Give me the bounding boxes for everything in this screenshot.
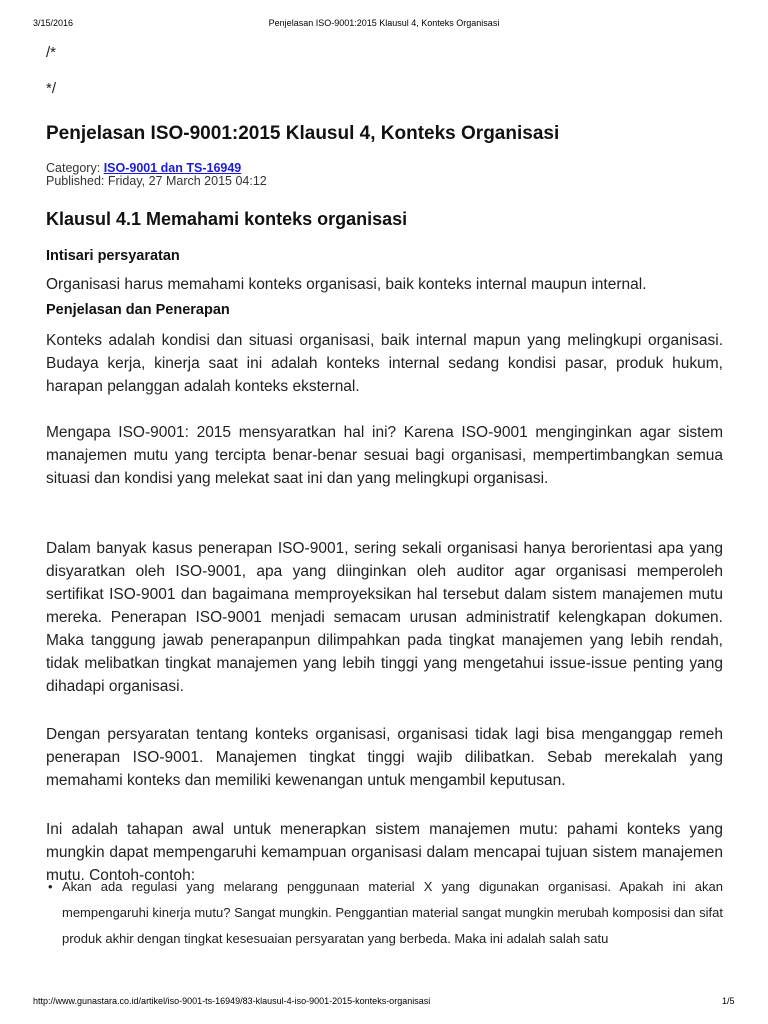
- paragraph: Dalam banyak kasus penerapan ISO-9001, sering sekali organisasi hanya berorientasi apa yang disyaratkan oleh ISO-9001, apa yang diinginkan oleh auditor agar organisasi memperoleh sertifikat ISO-9001 dan bagaimana memproyeksikan hal tersebut dalam sistem manajemen mutu mereka. Penerapan ISO-9001 menjadi semacam urusan administratif kelengkapan dokumen. Maka tanggung jawab penerapanpun dilimpahkan pada tingkat manajemen yang lebih rendah, tidak melibatkan tingkat manajemen yang lebih tinggi yang mengetahui issue-issue penting yang dihadapi organisasi.: [46, 540, 723, 695]
- published-date: Published: Friday, 27 March 2015 04:12: [46, 174, 267, 188]
- intisari-text: Organisasi harus memahami konteks organisasi, baik konteks internal maupun internal.: [46, 276, 647, 293]
- paragraph: Konteks adalah kondisi dan situasi organisasi, baik internal mapun yang melingkupi organisasi. Budaya kerja, kinerja saat ini adalah konteks internal sedang kondisi pasar, produk hukum, harapan pelanggan adalah konteks eksternal.: [46, 332, 723, 395]
- article-meta: [46, 162, 267, 188]
- list-item: • Akan ada regulasi yang melarang penggunaan material X yang digunakan organisasi. Apakah ini akan mempengaruhi kinerja mutu? Sangat mungkin. Penggantian material sangat mungkin merubah komposisi dan sifat produk akhir dengan tingkat kesesuaian persyaratan yang berbeda. Maka ini adalah salah satu: [62, 874, 723, 952]
- section-title: Klausul 4.1 Memahami konteks organisasi: [46, 209, 408, 229]
- subheading-intisari: Intisari persyaratan: [46, 248, 180, 264]
- subheading-penjelasan: Penjelasan dan Penerapan: [46, 302, 230, 318]
- print-title: Penjelasan ISO-9001:2015 Klausul 4, Konteks Organisasi: [268, 18, 500, 28]
- paragraph: Dengan persyaratan tentang konteks organisasi, organisasi tidak lagi bisa menganggap remeh penerapan ISO-9001. Manajemen tingkat tinggi wajib dilibatkan. Sebab merekalah yang memahami konteks dan memiliki kewenangan untuk mengambil keputusan.: [46, 726, 723, 789]
- category-label: Category:: [46, 161, 101, 175]
- print-url: http://www.gunastara.co.id/artikel/iso-9001-ts-16949/83-klausul-4-iso-9001-2015-konteks-organisasi: [33, 996, 431, 1006]
- print-date: 3/15/2016: [33, 18, 74, 28]
- comment-close: */: [46, 80, 57, 97]
- comment-open: /*: [46, 44, 57, 61]
- category-link[interactable]: ISO-9001 dan TS-16949: [103, 161, 242, 175]
- paragraph: Ini adalah tahapan awal untuk menerapkan sistem manajemen mutu: pahami konteks yang mungkin dapat mempengaruhi kemampuan organisasi dalam mencapai tujuan sistem manajemen mutu. Contoh-contoh:: [46, 821, 723, 884]
- article-title: Penjelasan ISO-9001:2015 Klausul 4, Konteks Organisasi: [46, 123, 560, 144]
- page-number: 1/5: [722, 996, 735, 1006]
- paragraph: Mengapa ISO-9001: 2015 mensyaratkan hal ini? Karena ISO-9001 menginginkan agar sistem manajemen mutu yang tercipta benar-benar sesuai bagi organisasi, mempertimbangkan semua situasi dan kondisi yang melekat saat ini dan yang melingkupi organisasi.: [46, 424, 723, 487]
